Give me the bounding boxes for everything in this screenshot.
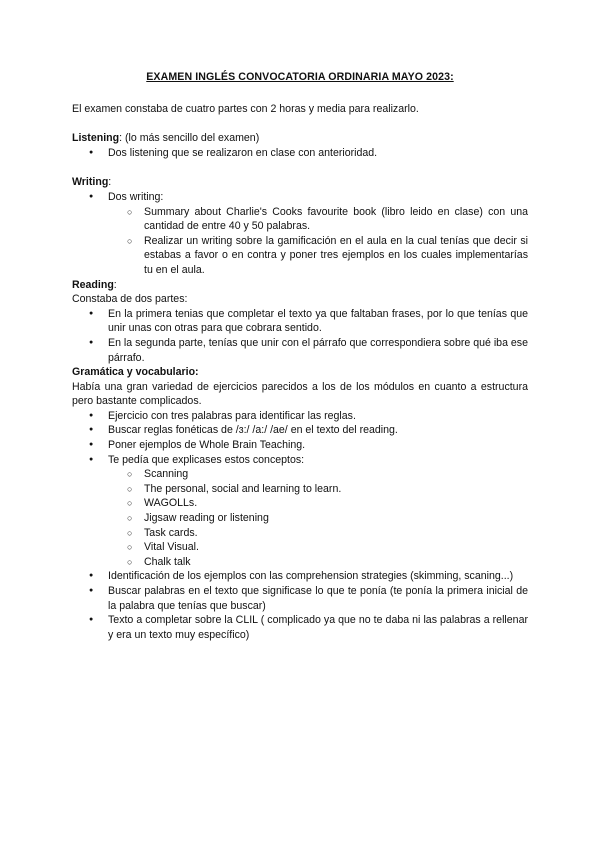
document-title: EXAMEN INGLÉS CONVOCATORIA ORDINARIA MAYO 2023:	[146, 71, 454, 83]
writing-list	[72, 190, 528, 278]
listening-note: : (lo más sencillo del examen)	[119, 132, 260, 145]
reading-item: ● En la segunda parte, tenías que unir con el párrafo que correspondiera sobre qué iba ese párrafo.	[72, 336, 528, 365]
grammar-item: ● Texto a completar sobre la CLIL ( complicado ya que no te daba ni las palabras a rellenar y era un texto muy específico)	[72, 613, 528, 642]
listening-list	[72, 146, 528, 161]
writing-section-heading	[72, 175, 528, 190]
grammar-item: ● Buscar palabras en el texto que significase lo que te ponía (te ponía la primera inicial de la palabra que tenías que buscar)	[72, 584, 528, 613]
reading-colon: :	[113, 278, 117, 291]
intro-paragraph: El examen constaba de cuatro partes con 2 horas y media para realizarlo.	[72, 102, 419, 115]
reading-intro: Constaba de dos partes:	[72, 293, 188, 306]
concept-item: ○ WAGOLLs.	[72, 496, 528, 511]
concept-item: ○ Task cards.	[72, 526, 528, 541]
concept-item: ○ Scanning	[72, 467, 528, 482]
writing-colon: :	[108, 176, 112, 189]
listening-heading: Listening	[72, 132, 120, 145]
grammar-item: ● Ejercicio con tres palabras para identificar las reglas.	[72, 409, 528, 424]
grammar-item: ● Buscar reglas fonéticas de /ɜ:/ /a:/ /ae/ en el texto del reading.	[72, 423, 528, 438]
concept-item: ○ The personal, social and learning to learn.	[72, 482, 528, 497]
grammar-item: ● Identificación de los ejemplos con las comprehension strategies (skimming, scaning...)	[72, 569, 528, 584]
writing-item: ● Dos writing:	[72, 190, 528, 205]
reading-list	[72, 307, 528, 365]
concept-item: ○ Jigsaw reading or listening	[72, 511, 528, 526]
listening-section-heading	[72, 131, 528, 146]
grammar-list	[72, 409, 528, 643]
grammar-item: ● Te pedía que explicases estos conceptos:	[72, 453, 528, 468]
grammar-intro: Había una gran variedad de ejercicios parecidos a los de los módulos en cuanto a estructura pero bastante complicados.	[72, 380, 528, 408]
writing-heading: Writing	[72, 176, 109, 189]
document-page	[72, 70, 528, 642]
writing-subitem: ○ Realizar un writing sobre la gamificación en el aula en la cual tenías que decir si estabas a favor o en contra y poner tres ejemplos en los cuales implementarías tu en el aula.	[72, 234, 528, 278]
reading-item: ● En la primera tenias que completar el texto ya que faltaban frases, por lo que tenías que unir unas con otras para que cobrara sentido.	[72, 307, 528, 336]
listening-item: ● Dos listening que se realizaron en clase con anterioridad.	[72, 146, 528, 161]
grammar-item: ● Poner ejemplos de Whole Brain Teaching.	[72, 438, 528, 453]
reading-section-heading	[72, 278, 528, 293]
writing-subitem: ○ Summary about Charlie's Cooks favourite book (libro leido en clase) con una cantidad de entre 40 y 50 palabras.	[72, 205, 528, 234]
concept-item: ○ Chalk talk	[72, 555, 528, 570]
concept-item: ○ Vital Visual.	[72, 540, 528, 555]
reading-heading: Reading	[72, 278, 114, 291]
grammar-heading: Gramática y vocabulario:	[72, 366, 199, 379]
